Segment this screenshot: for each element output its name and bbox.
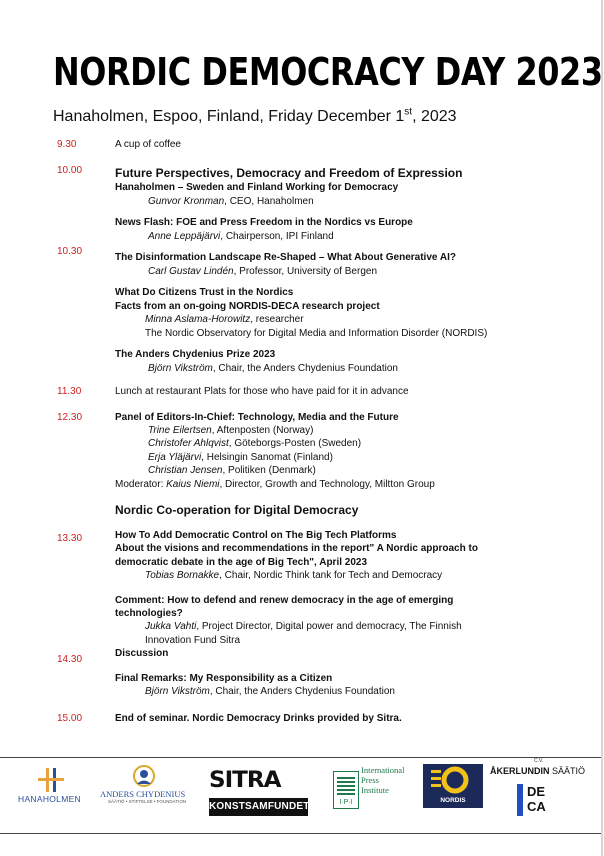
bigtech-talk-2: About the visions and recommendations in the report" A Nordic approach to	[115, 543, 478, 554]
ipi-logo	[333, 765, 418, 809]
coop-heading: Nordic Co-operation for Digital Democracy	[115, 503, 359, 517]
speaker-role: , researcher	[250, 314, 304, 325]
discussion-item: Discussion	[115, 648, 169, 659]
speaker-name: Minna Aslama-Horowitz	[145, 314, 251, 325]
akerlundin-name: ÅKERLUNDIN	[490, 766, 550, 776]
speaker-name: Anne Leppäjärvi	[148, 231, 221, 242]
speaker-vahti-org: Innovation Fund Sitra	[145, 635, 241, 646]
chydenius-subline: SÄÄTIÖ • STIFTELSE • FOUNDATION	[108, 799, 187, 804]
time-1000: 10.00	[57, 165, 83, 176]
panelist-ylajarvi	[148, 452, 333, 464]
time-1430: 14.30	[57, 654, 83, 665]
speaker-role: , Professor, University of Bergen	[233, 266, 378, 277]
speaker-role: , Chair, Nordic Think tank for Tech and Democracy	[219, 570, 443, 581]
comment-talk-1: Comment: How to defend and renew democracy in the age of emerging	[115, 595, 454, 606]
speaker-name: Tobias Bornakke	[145, 570, 220, 581]
bigtech-talk-1: How To Add Democratic Control on The Big Tech Platforms	[115, 530, 397, 541]
akerlundin-saatio: SÄÄTIÖ	[549, 766, 586, 776]
time-1500: 15.00	[57, 713, 83, 724]
trust-talk-2: Facts from an on-going NORDIS-DECA research project	[115, 301, 380, 312]
speaker-name: Trine Eilertsen	[148, 425, 212, 436]
ipi-mark-icon	[333, 771, 359, 809]
speaker-name: Kaius Niemi	[166, 479, 220, 490]
moderator-line	[115, 479, 435, 491]
panelist-ahlqvist	[148, 438, 361, 450]
lunch-item: Lunch at restaurant Plats for those who have paid for it in advance	[115, 386, 409, 397]
hanaholmen-logo	[20, 766, 80, 806]
speaker-name: Björn Vikström	[148, 363, 213, 374]
subtitle-text: Hanaholmen, Espoo, Finland, Friday December 1	[53, 108, 405, 125]
speaker-name: Jukka Vahti	[145, 621, 197, 632]
chydenius-portrait-icon	[98, 764, 190, 788]
hanaholmen-mark-icon	[20, 766, 80, 794]
panelist-eilertsen	[148, 425, 313, 437]
sitra-logo	[209, 768, 309, 818]
akerlundin-wordmark	[490, 766, 585, 776]
speaker-role: , Göteborgs-Posten (Sweden)	[228, 438, 362, 449]
bigtech-talk-3: democratic debate in the age of Big Tech", April 2023	[115, 557, 368, 568]
final-talk: Final Remarks: My Responsibility as a Citizen	[115, 673, 333, 684]
sitra-wordmark: SITRA	[209, 768, 281, 793]
speaker-role: , Politiken (Denmark)	[222, 465, 316, 476]
time-1330: 13.30	[57, 533, 83, 544]
time-1230: 12.30	[57, 412, 83, 423]
speaker-role: , Helsingin Sanomat (Finland)	[201, 452, 333, 463]
chydenius-logo	[98, 764, 190, 806]
speaker-aslama-org: The Nordic Observatory for Digital Media and Information Disorder (NORDIS)	[145, 328, 488, 339]
speaker-role: , Chairperson, IPI Finland	[220, 231, 334, 242]
deca-wordmark	[527, 784, 546, 814]
prize-talk: The Anders Chydenius Prize 2023	[115, 349, 276, 360]
ipi-line-1: International	[361, 765, 405, 775]
end-item: End of seminar. Nordic Democracy Drinks provided by Sitra.	[115, 713, 402, 724]
page-title: NORDIC DEMOCRACY DAY 2023	[53, 50, 603, 94]
speaker-vikstrom	[148, 363, 398, 375]
speaker-name: Christian Jensen	[148, 465, 223, 476]
footer-bottom-divider	[0, 833, 601, 834]
speaker-kronman	[148, 196, 314, 208]
speaker-role: , Director, Growth and Technology, Miltton Group	[219, 479, 435, 490]
speaker-linden	[148, 266, 377, 278]
speaker-vahti	[145, 621, 462, 633]
speaker-aslama	[145, 314, 304, 326]
ipi-wordmark	[361, 765, 404, 795]
nordis-wordmark: NORDIS	[440, 797, 466, 804]
speaker-name: Christofer Ahlqvist	[148, 438, 229, 449]
speaker-role: , Chair, the Anders Chydenius Foundation	[212, 363, 398, 374]
disinfo-talk: The Disinformation Landscape Re-Shaped – What About Generative AI?	[115, 252, 456, 263]
panelist-jensen	[148, 465, 316, 477]
hanaholmen-wordmark: HANAHOLMEN	[18, 794, 81, 804]
ipi-line-2: Press	[361, 775, 379, 785]
speaker-role: , Chair, the Anders Chydenius Foundation	[209, 686, 395, 697]
subtitle-end: , 2023	[412, 108, 457, 125]
deca-line-1: DE	[527, 784, 546, 799]
future-heading: Future Perspectives, Democracy and Freedom of Expression	[115, 166, 463, 180]
speaker-role: , CEO, Hanaholmen	[224, 196, 314, 207]
speaker-role: , Project Director, Digital power and democracy, The Finnish	[196, 621, 462, 632]
nordis-logo	[423, 764, 483, 808]
moderator-label: Moderator:	[115, 479, 167, 490]
time-1030: 10.30	[57, 246, 83, 257]
ipi-line-3: Institute	[361, 785, 389, 795]
panel-talk: Panel of Editors-In-Chief: Technology, Media and the Future	[115, 412, 399, 423]
time-1130: 11.30	[57, 386, 82, 397]
newsflash-talk: News Flash: FOE and Press Freedom in the Nordics vs Europe	[115, 217, 413, 228]
speaker-vikstrom-2	[145, 686, 395, 698]
speaker-name: Carl Gustav Lindén	[148, 266, 234, 277]
subtitle-sup: st	[404, 106, 413, 118]
comment-talk-2: technologies?	[115, 608, 183, 619]
hanaholmen-talk: Hanaholmen – Sweden and Finland Working for Democracy	[115, 182, 399, 193]
deca-logo	[517, 784, 553, 816]
speaker-name: Björn Vikström	[145, 686, 210, 697]
speaker-bornakke	[145, 570, 442, 582]
speaker-leppajarvi	[148, 231, 334, 243]
coffee-item: A cup of coffee	[115, 139, 181, 150]
trust-talk-1: What Do Citizens Trust in the Nordics	[115, 287, 294, 298]
chydenius-wordmark: ANDERS CHYDENIUS	[100, 789, 186, 799]
deca-bar-icon	[517, 784, 523, 816]
speaker-name: Erja Yläjärvi	[148, 452, 202, 463]
nordis-mark-icon	[423, 764, 483, 798]
speaker-name: Gunvor Kronman	[148, 196, 225, 207]
deca-line-2: CA	[527, 799, 546, 814]
konstsamfundet-wordmark: KONSTSAMFUNDET	[209, 798, 308, 816]
akerlundin-initials: C.V.	[534, 758, 544, 764]
ipi-mark-text: I·P·I	[339, 799, 353, 806]
speaker-role: , Aftenposten (Norway)	[211, 425, 314, 436]
time-930: 9.30	[57, 139, 77, 150]
event-subtitle	[53, 108, 457, 126]
